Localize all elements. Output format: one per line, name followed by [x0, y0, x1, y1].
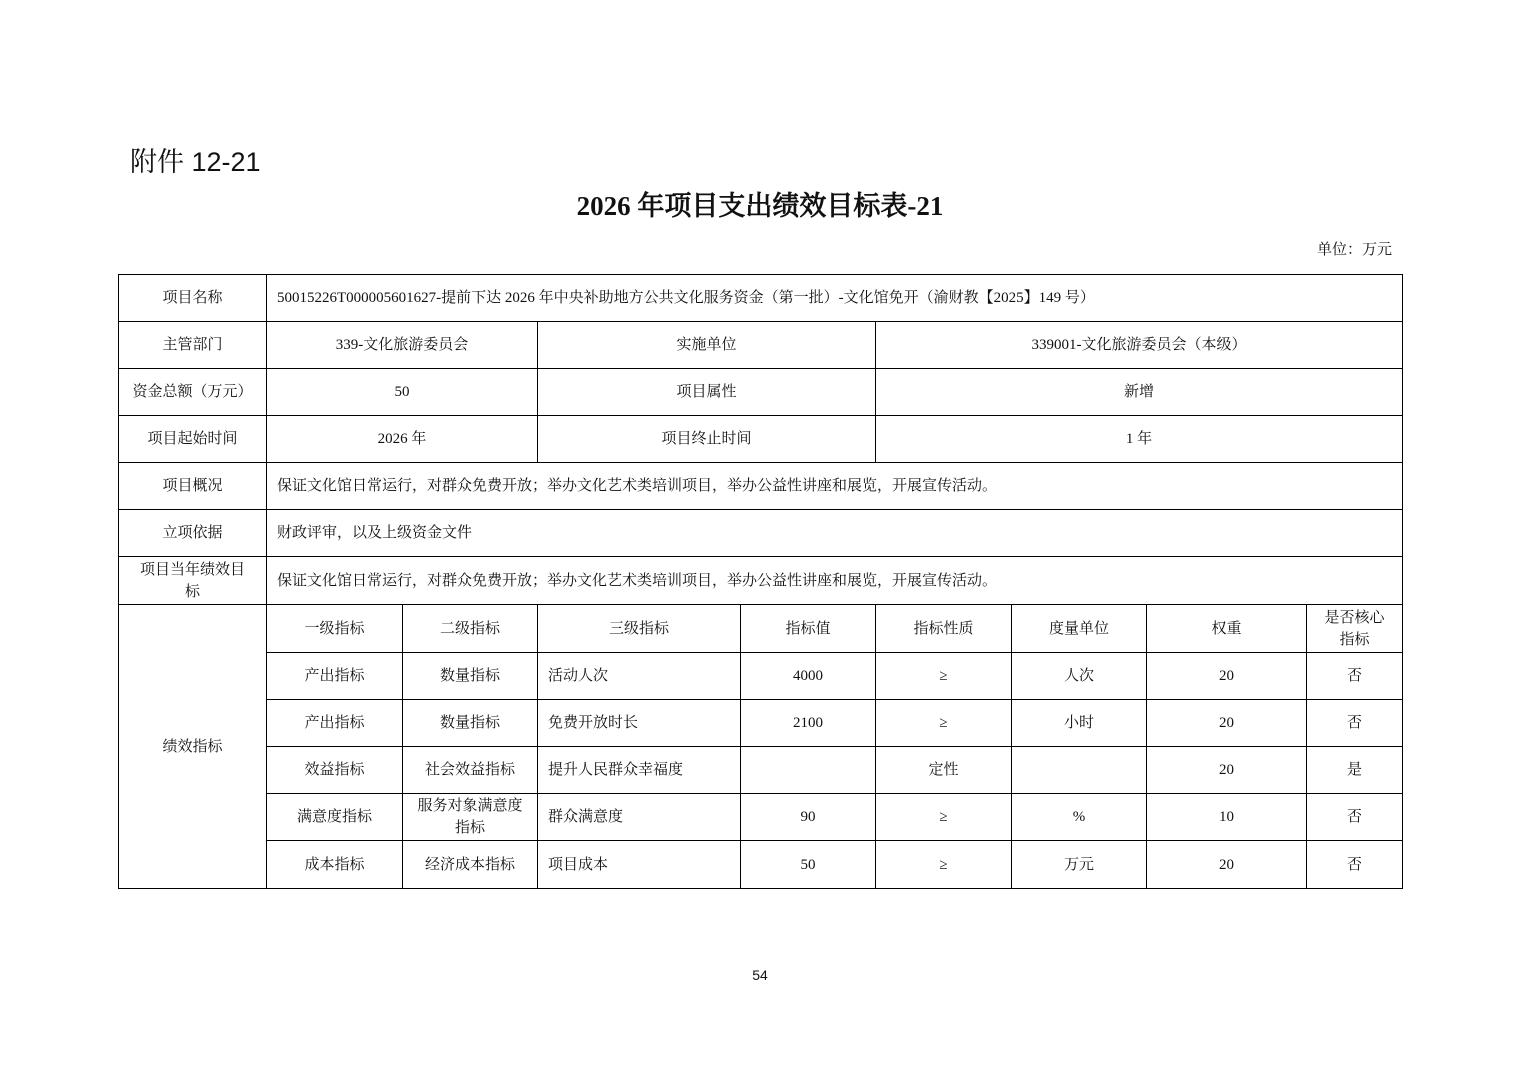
label-total-fund: 资金总额（万元）: [119, 369, 267, 416]
indicator-unit: 万元: [1012, 841, 1147, 889]
indicator-level2: 经济成本指标: [403, 841, 538, 889]
indicator-level2: 服务对象满意度指标: [403, 794, 538, 841]
indicator-unit: %: [1012, 794, 1147, 841]
row-basis: [119, 510, 1403, 557]
header-nature: 指标性质: [876, 605, 1012, 653]
indicator-header-row: [119, 605, 1403, 653]
value-department: 339-文化旅游委员会: [267, 322, 538, 369]
indicator-value: 50: [741, 841, 876, 889]
value-total-fund: 50: [267, 369, 538, 416]
performance-target-table: [118, 274, 1403, 889]
indicator-unit: 人次: [1012, 653, 1147, 700]
indicator-nature: ≥: [876, 700, 1012, 747]
value-implementing-unit: 339001-文化旅游委员会（本级）: [876, 322, 1403, 369]
label-start-time: 项目起始时间: [119, 416, 267, 463]
indicator-nature: ≥: [876, 841, 1012, 889]
label-end-time: 项目终止时间: [538, 416, 876, 463]
indicator-value: [741, 747, 876, 794]
value-start-time: 2026 年: [267, 416, 538, 463]
indicator-level1: 产出指标: [267, 700, 403, 747]
value-project-name: 50015226T000005601627-提前下达 2026 年中央补助地方公共文化服务资金（第一批）-文化馆免开（渝财教【2025】149 号）: [267, 275, 1403, 322]
value-basis: 财政评审，以及上级资金文件: [267, 510, 1403, 557]
page-number: 54: [752, 967, 768, 983]
label-overview: 项目概况: [119, 463, 267, 510]
row-department: [119, 322, 1403, 369]
indicator-core: 否: [1307, 700, 1403, 747]
header-weight: 权重: [1147, 605, 1307, 653]
indicator-weight: 20: [1147, 653, 1307, 700]
indicator-core: 是: [1307, 747, 1403, 794]
indicator-row: [119, 700, 1403, 747]
indicator-unit: [1012, 747, 1147, 794]
value-end-time: 1 年: [876, 416, 1403, 463]
indicator-unit: 小时: [1012, 700, 1147, 747]
label-indicators: 绩效指标: [119, 605, 267, 889]
indicator-level2: 数量指标: [403, 653, 538, 700]
header-level1: 一级指标: [267, 605, 403, 653]
indicator-weight: 10: [1147, 794, 1307, 841]
value-project-attribute: 新增: [876, 369, 1403, 416]
indicator-nature: ≥: [876, 653, 1012, 700]
indicator-weight: 20: [1147, 841, 1307, 889]
indicator-level3: 免费开放时长: [538, 700, 741, 747]
header-core: 是否核心指标: [1307, 605, 1403, 653]
unit-label: 单位：万元: [1316, 242, 1392, 258]
indicator-level3: 活动人次: [538, 653, 741, 700]
header-value: 指标值: [741, 605, 876, 653]
header-level2: 二级指标: [403, 605, 538, 653]
indicator-level3: 项目成本: [538, 841, 741, 889]
indicator-level3: 群众满意度: [538, 794, 741, 841]
indicator-core: 否: [1307, 841, 1403, 889]
indicator-level1: 满意度指标: [267, 794, 403, 841]
annex-label: 附件 12-21: [130, 147, 261, 177]
page-title: 2026 年项目支出绩效目标表-21: [576, 191, 944, 221]
value-annual-goal: 保证文化馆日常运行，对群众免费开放；举办文化艺术类培训项目，举办公益性讲座和展览，开展宣传活动。: [267, 557, 1403, 605]
label-project-attribute: 项目属性: [538, 369, 876, 416]
indicator-level2: 社会效益指标: [403, 747, 538, 794]
indicator-value: 90: [741, 794, 876, 841]
indicator-row: [119, 653, 1403, 700]
indicator-nature: 定性: [876, 747, 1012, 794]
indicator-level3: 提升人民群众幸福度: [538, 747, 741, 794]
indicator-level1: 效益指标: [267, 747, 403, 794]
indicator-weight: 20: [1147, 747, 1307, 794]
row-fund: [119, 369, 1403, 416]
header-unit: 度量单位: [1012, 605, 1147, 653]
label-annual-goal: 项目当年绩效目标: [119, 557, 267, 605]
header-level3: 三级指标: [538, 605, 741, 653]
indicator-row: [119, 794, 1403, 841]
row-project-name: [119, 275, 1403, 322]
indicator-row: [119, 841, 1403, 889]
indicator-nature: ≥: [876, 794, 1012, 841]
label-department: 主管部门: [119, 322, 267, 369]
indicator-row: [119, 747, 1403, 794]
label-implementing-unit: 实施单位: [538, 322, 876, 369]
indicator-core: 否: [1307, 653, 1403, 700]
row-overview: [119, 463, 1403, 510]
indicator-level2: 数量指标: [403, 700, 538, 747]
indicator-level1: 成本指标: [267, 841, 403, 889]
row-annual-goal: [119, 557, 1403, 605]
indicator-value: 2100: [741, 700, 876, 747]
indicator-value: 4000: [741, 653, 876, 700]
row-period: [119, 416, 1403, 463]
indicator-level1: 产出指标: [267, 653, 403, 700]
indicator-core: 否: [1307, 794, 1403, 841]
value-overview: 保证文化馆日常运行，对群众免费开放；举办文化艺术类培训项目，举办公益性讲座和展览，开展宣传活动。: [267, 463, 1403, 510]
indicator-weight: 20: [1147, 700, 1307, 747]
label-basis: 立项依据: [119, 510, 267, 557]
label-project-name: 项目名称: [119, 275, 267, 322]
